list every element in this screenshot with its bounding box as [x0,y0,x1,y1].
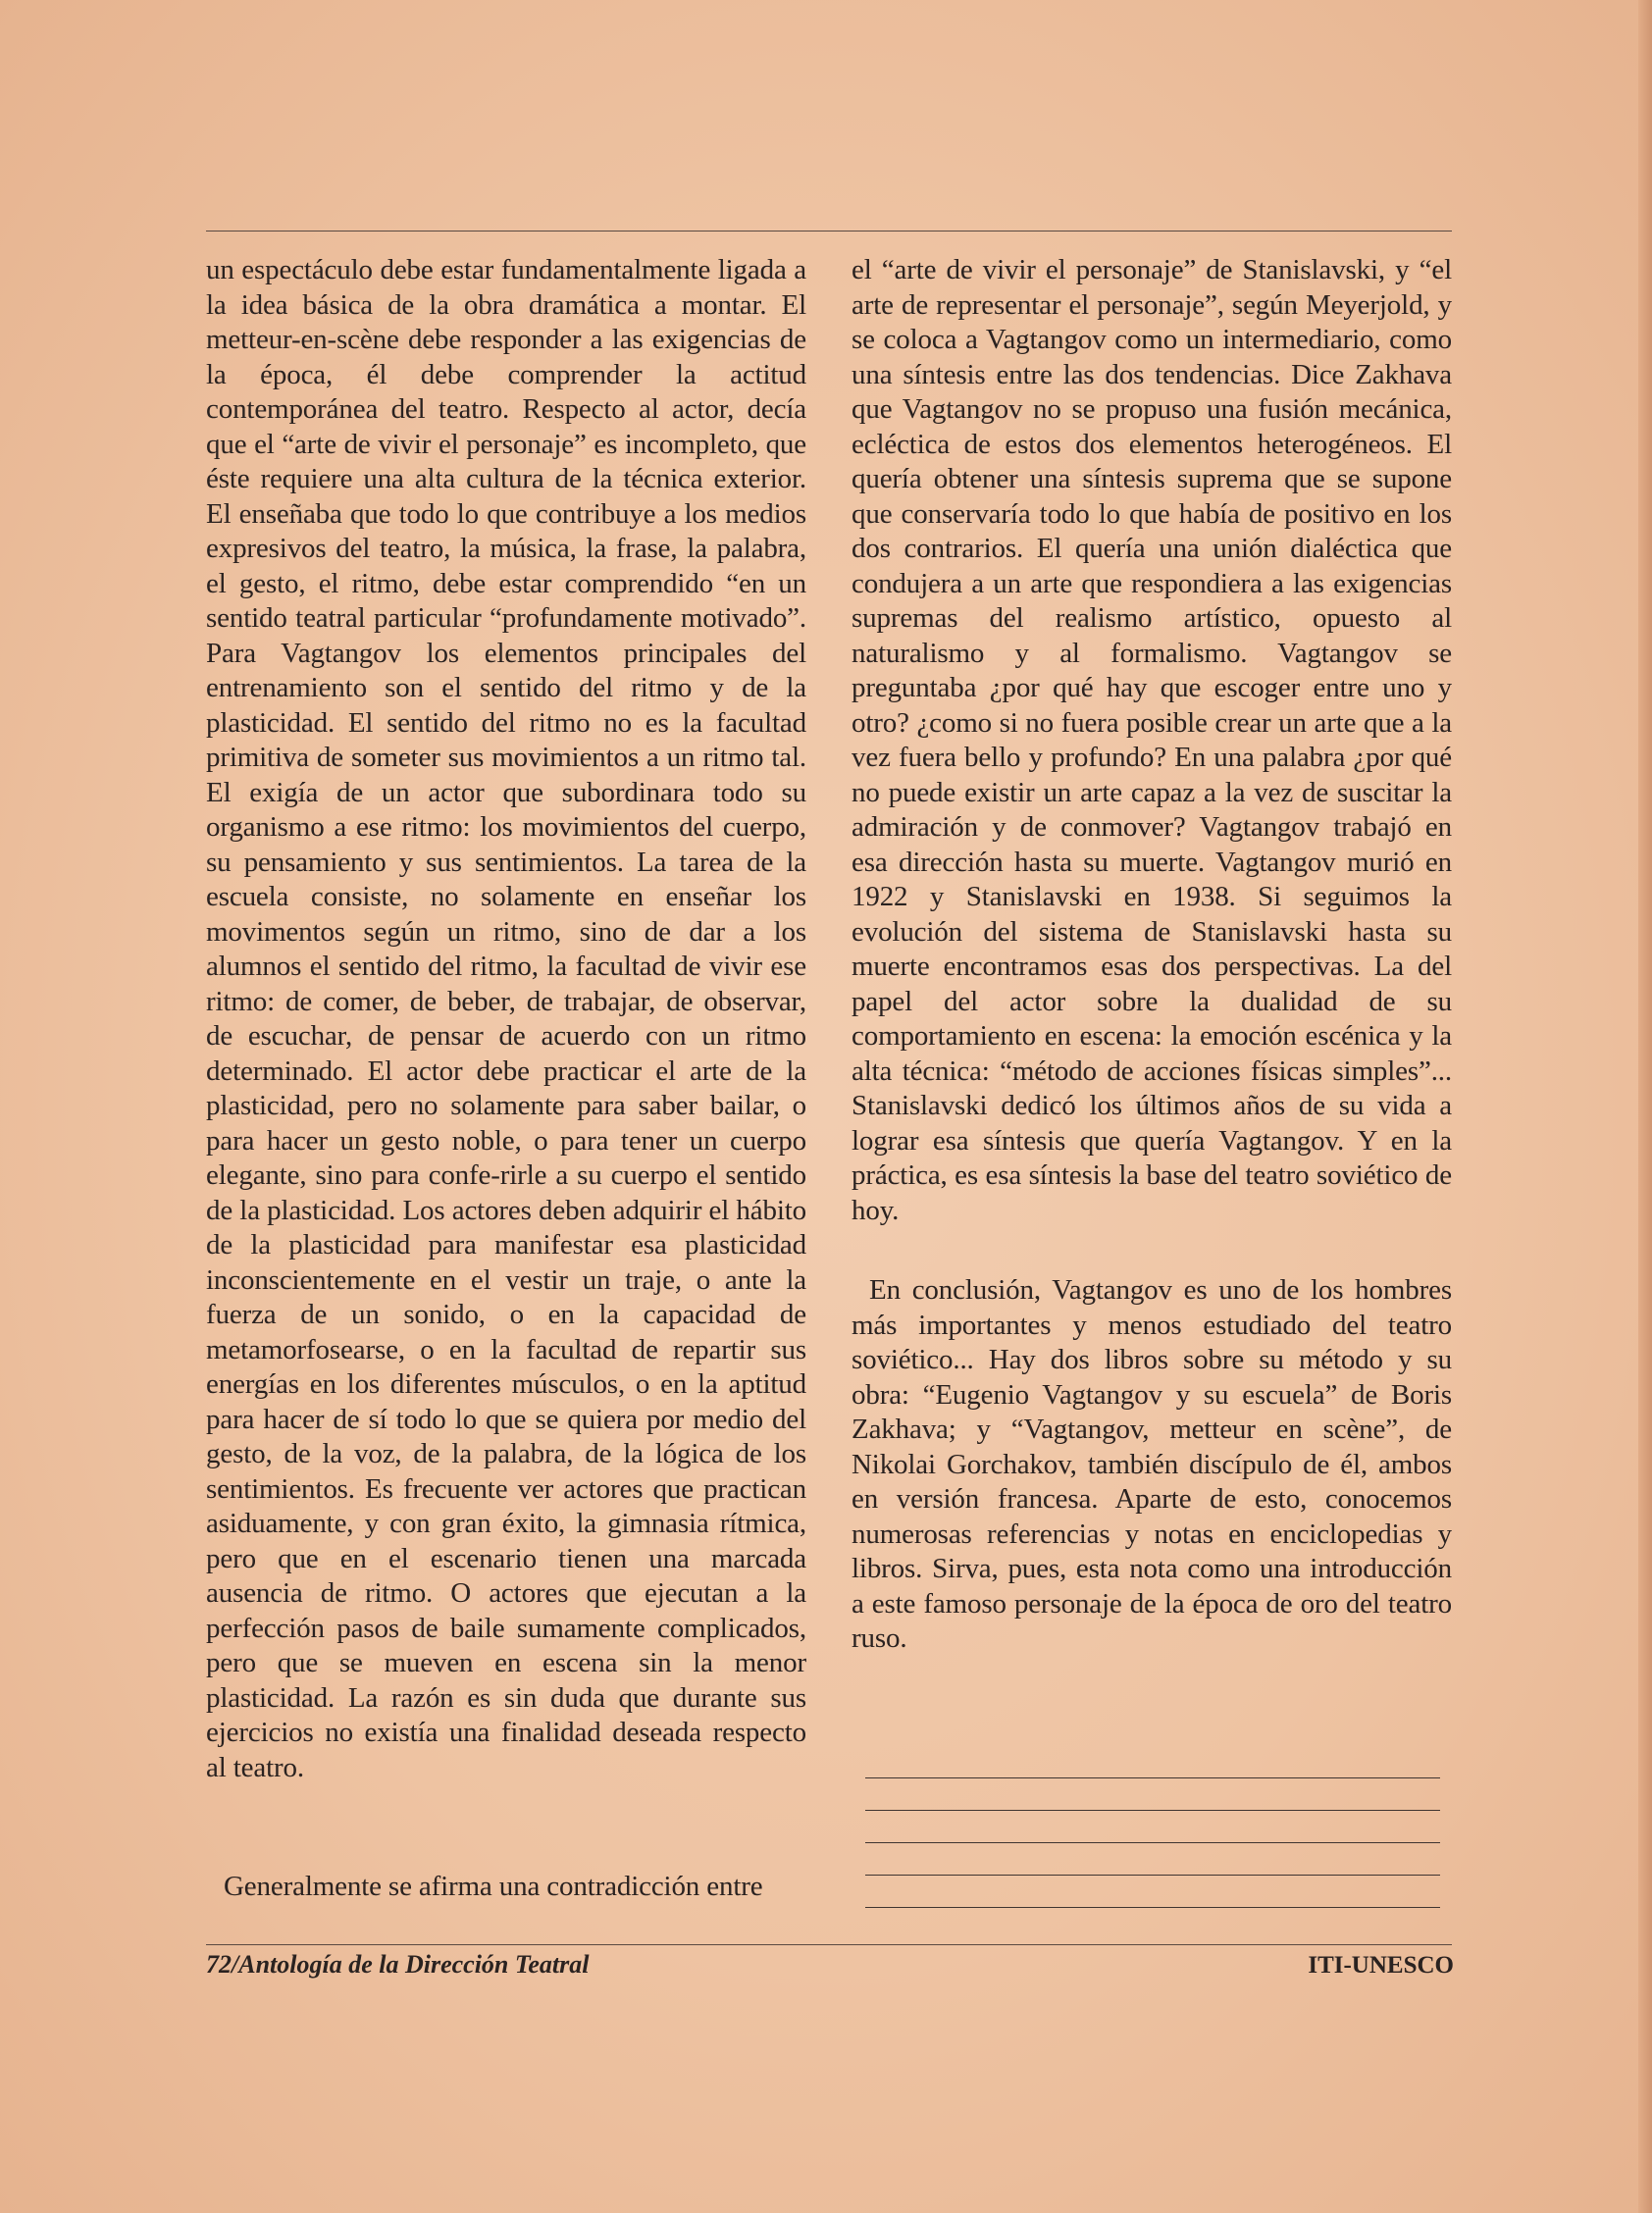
blank-line [865,1810,1440,1811]
right-paragraph-2: En conclusión, Vagtangov es uno de los hombres más importantes y menos estudiado del teatro soviético... Hay dos libros sobre su método y su obra: “Eugenio Vagtangov y su escuela” de Boris Zakhava; y “Vagtangov, metteur en scène”, de Nikolai Gorchakov, también discípulo de él, ambos en versión francesa. Aparte de esto, conocemos numerosas referencias y notas en enciclopedias y libros. Sirva, pues, esta nota como una introducción a este famoso personaje de la época de oro del teatro ruso. [852,1274,1452,1654]
blank-note-lines [865,1777,1440,1939]
footer-page-title: 72/Antología de la Dirección Teatral [206,1950,590,1979]
bottom-rule [206,1944,1452,1945]
blank-line [865,1777,1440,1778]
left-paragraph-1: un espectáculo debe estar fundamentalmente ligada a la idea básica de la obra dramática a montar. El metteur-en-scène debe responder a las exigencias de la época, él debe comprender la actitud contemporánea del teatro. Respecto al actor, decía que el “arte de vivir el personaje” es incompleto, que éste requiere una alta cultura de la técnica exterior. El enseñaba que todo lo que contribuye a los medios expresivos del teatro, la música, la frase, la palabra, el gesto, el ritmo, debe estar comprendido “en un sentido teatral particular “profundamente motivado”. Para Vagtangov los elementos principales del entrenamiento son el sentido del ritmo y de la plasticidad. El sentido del ritmo no es la facultad primitiva de someter sus movimientos a un ritmo tal. El exigía de un actor que subordinara todo su organismo a ese ritmo: los movimientos del cuerpo, su pensamiento y sus sentimientos. La tarea de la escuela consiste, no solamente en enseñar los movimentos según un ritmo, sino de dar a los alumnos el sentido del ritmo, la facultad de vivir ese ritmo: de comer, de beber, de trabajar, de observar, de escuchar, de pensar de acuerdo con un ritmo determinado. El actor debe practicar el arte de la plasticidad, pero no solamente para saber bailar, o para hacer un gesto noble, o para tener un cuerpo elegante, sino para confe-rirle a su cuerpo el sentido de la plasticidad. Los actores deben adquirir el hábito de la plasticidad para manifestar esa plasticidad inconscientemente en el vestir un traje, o ante la fuerza de un sonido, o en la capacidad de metamorfosearse, o en la facultad de repartir sus energías en los diferentes músculos, o en la aptitud para hacer de sí todo lo que se quiera por medio del gesto, de la voz, de la palabra, de la lógica de los sentimientos. Es frecuente ver actores que practican asiduamente, y con gran éxito, la gimnasia rítmica, pero que en el escenario tienen una marcada ausencia de ritmo. O actores que ejecutan a la perfección pasos de baile sumamente complicados, pero que se mueven en escena sin la menor plasticidad. La razón es sin duda que durante sus ejercicios no existía una finalidad deseada respecto al teatro. [206,254,806,1783]
page-edge [1638,0,1652,2213]
blank-line [865,1907,1440,1908]
left-paragraph-2: Generalmente se afirma una contradicción entre [224,1871,763,1902]
right-paragraph-1: el “arte de vivir el personaje” de Stanislavski, y “el arte de representar el personaje”, según Meyerjold, y se coloca a Vagtangov como un intermediario, como una síntesis entre las dos tendencias. Dice Zakhava que Vagtangov no se propuso una fusión mecánica, ecléctica de estos dos elementos heterogéneos. El quería obtener una síntesis suprema que se supone que conservaría todo lo que había de positivo en los dos contrarios. El quería una unión dialéctica que condujera a un arte que respondiera a las exigencias supremas del realismo artístico, opuesto al naturalismo y al formalismo. Vagtangov se preguntaba ¿por qué hay que escoger entre uno y otro? ¿como si no fuera posible crear un arte que a la vez fuera bello y profundo? En una palabra ¿por qué no puede existir un arte capaz a la vez de suscitar la admiración y de conmover? Vagtangov trabajó en esa dirección hasta su muerte. Vagtangov murió en 1922 y Stanislavski en 1938. Si seguimos la evolución del sistema de Stanislavski hasta su muerte encontramos esas dos perspectivas. La del papel del actor sobre la dualidad de su comportamiento en escena: la emoción escénica y la alta técnica: “método de acciones físicas simples”... Stanislavski dedicó los últimos años de su vida a lograr esa síntesis que quería Vagtangov. Y en la práctica, es esa síntesis la base del teatro soviético de hoy. [852,254,1452,1226]
blank-line [865,1842,1440,1843]
top-rule [206,231,1452,232]
left-column [206,253,806,1902]
right-column [852,253,1452,1657]
blank-line [865,1875,1440,1876]
footer-publisher: ITI-UNESCO [1308,1952,1454,1979]
